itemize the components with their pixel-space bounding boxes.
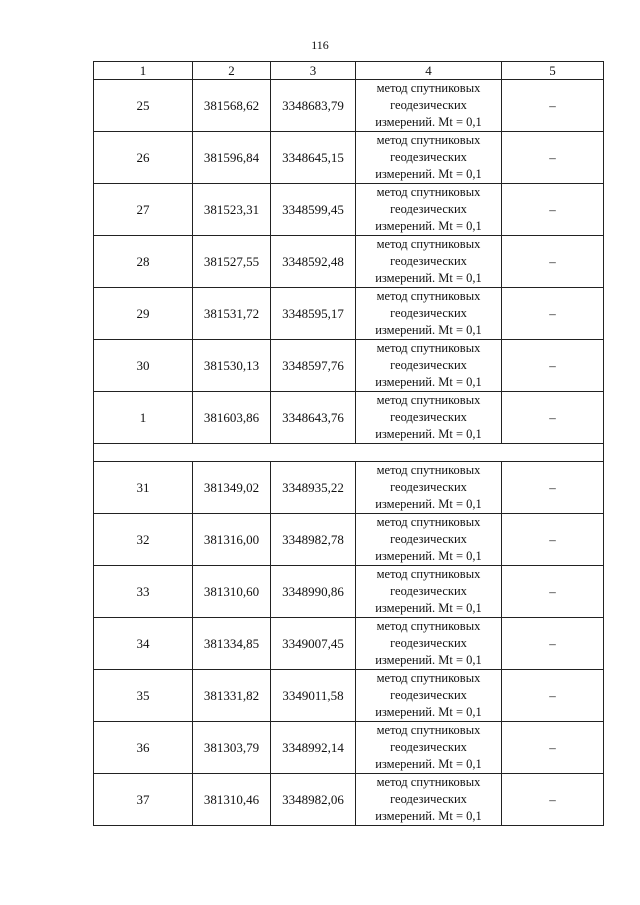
method-text-line: геодезических: [390, 532, 467, 546]
method-cell: [356, 774, 502, 826]
point-number-cell: 29: [94, 288, 193, 340]
method-text-line: геодезических: [390, 358, 467, 372]
note-cell: –: [502, 132, 604, 184]
x-coordinate-cell: 381331,82: [193, 670, 271, 722]
method-cell: [356, 340, 502, 392]
method-cell: [356, 670, 502, 722]
table-row: [94, 514, 604, 566]
method-cell: [356, 132, 502, 184]
method-cell: [356, 392, 502, 444]
y-coordinate-cell: 3348990,86: [271, 566, 356, 618]
method-text-line: метод спутниковых: [376, 567, 481, 581]
x-coordinate-cell: 381349,02: [193, 462, 271, 514]
y-coordinate-cell: 3348599,45: [271, 184, 356, 236]
table-row: [94, 618, 604, 670]
y-coordinate-cell: 3348592,48: [271, 236, 356, 288]
method-text-line: геодезических: [390, 792, 467, 806]
method-text-line: измерений. Mt = 0,1: [375, 549, 482, 563]
method-text-line: метод спутниковых: [376, 133, 481, 147]
column-header: 3: [271, 62, 356, 80]
point-number-cell: 27: [94, 184, 193, 236]
table-row: [94, 670, 604, 722]
method-text-line: измерений. Mt = 0,1: [375, 497, 482, 511]
point-number-cell: 32: [94, 514, 193, 566]
y-coordinate-cell: 3349007,45: [271, 618, 356, 670]
point-number-cell: 25: [94, 80, 193, 132]
y-coordinate-cell: 3348935,22: [271, 462, 356, 514]
note-cell: –: [502, 236, 604, 288]
point-number-cell: 33: [94, 566, 193, 618]
table-row: [94, 132, 604, 184]
method-text-line: метод спутниковых: [376, 237, 481, 251]
method-text-line: измерений. Mt = 0,1: [375, 705, 482, 719]
note-cell: –: [502, 184, 604, 236]
x-coordinate-cell: 381303,79: [193, 722, 271, 774]
note-cell: –: [502, 618, 604, 670]
method-cell: [356, 618, 502, 670]
x-coordinate-cell: 381310,60: [193, 566, 271, 618]
method-text-line: измерений. Mt = 0,1: [375, 323, 482, 337]
x-coordinate-cell: 381596,84: [193, 132, 271, 184]
x-coordinate-cell: 381523,31: [193, 184, 271, 236]
x-coordinate-cell: 381310,46: [193, 774, 271, 826]
method-text-line: измерений. Mt = 0,1: [375, 375, 482, 389]
y-coordinate-cell: 3348643,76: [271, 392, 356, 444]
method-text-line: измерений. Mt = 0,1: [375, 809, 482, 823]
note-cell: –: [502, 80, 604, 132]
method-text-line: геодезических: [390, 584, 467, 598]
note-cell: –: [502, 288, 604, 340]
method-cell: [356, 462, 502, 514]
y-coordinate-cell: 3348982,78: [271, 514, 356, 566]
x-coordinate-cell: 381334,85: [193, 618, 271, 670]
point-number-cell: 28: [94, 236, 193, 288]
table-body: [94, 62, 604, 826]
column-header: 1: [94, 62, 193, 80]
method-text-line: геодезических: [390, 98, 467, 112]
point-number-cell: 34: [94, 618, 193, 670]
table-row: [94, 566, 604, 618]
method-cell: [356, 288, 502, 340]
table-row: [94, 462, 604, 514]
group-separator-row: [94, 444, 604, 462]
y-coordinate-cell: 3348597,76: [271, 340, 356, 392]
group-separator-cell: [94, 444, 604, 462]
method-text-line: измерений. Mt = 0,1: [375, 757, 482, 771]
method-text-line: геодезических: [390, 740, 467, 754]
method-text-line: метод спутниковых: [376, 515, 481, 529]
method-text-line: геодезических: [390, 150, 467, 164]
method-text-line: измерений. Mt = 0,1: [375, 427, 482, 441]
x-coordinate-cell: 381316,00: [193, 514, 271, 566]
method-text-line: геодезических: [390, 202, 467, 216]
page-number: 116: [311, 38, 329, 52]
method-cell: [356, 566, 502, 618]
note-cell: –: [502, 514, 604, 566]
method-text-line: геодезических: [390, 254, 467, 268]
method-text-line: измерений. Mt = 0,1: [375, 653, 482, 667]
column-header: 4: [356, 62, 502, 80]
note-cell: –: [502, 774, 604, 826]
note-cell: –: [502, 340, 604, 392]
method-text-line: метод спутниковых: [376, 81, 481, 95]
method-text-line: геодезических: [390, 688, 467, 702]
coordinates-table: [93, 61, 604, 826]
y-coordinate-cell: 3348645,15: [271, 132, 356, 184]
header-row: [94, 62, 604, 80]
note-cell: –: [502, 670, 604, 722]
method-text-line: измерений. Mt = 0,1: [375, 115, 482, 129]
table-row: [94, 288, 604, 340]
y-coordinate-cell: 3348683,79: [271, 80, 356, 132]
y-coordinate-cell: 3349011,58: [271, 670, 356, 722]
method-text-line: метод спутниковых: [376, 393, 481, 407]
method-text-line: метод спутниковых: [376, 463, 481, 477]
table-row: [94, 184, 604, 236]
method-text-line: геодезических: [390, 306, 467, 320]
note-cell: –: [502, 722, 604, 774]
x-coordinate-cell: 381603,86: [193, 392, 271, 444]
method-text-line: измерений. Mt = 0,1: [375, 601, 482, 615]
point-number-cell: 31: [94, 462, 193, 514]
point-number-cell: 30: [94, 340, 193, 392]
method-text-line: метод спутниковых: [376, 619, 481, 633]
table-row: [94, 774, 604, 826]
y-coordinate-cell: 3348595,17: [271, 288, 356, 340]
method-text-line: метод спутниковых: [376, 341, 481, 355]
method-text-line: метод спутниковых: [376, 671, 481, 685]
x-coordinate-cell: 381530,13: [193, 340, 271, 392]
method-cell: [356, 722, 502, 774]
method-text-line: геодезических: [390, 480, 467, 494]
method-text-line: измерений. Mt = 0,1: [375, 167, 482, 181]
method-cell: [356, 184, 502, 236]
point-number-cell: 35: [94, 670, 193, 722]
y-coordinate-cell: 3348992,14: [271, 722, 356, 774]
table-row: [94, 340, 604, 392]
table-row: [94, 722, 604, 774]
method-cell: [356, 514, 502, 566]
note-cell: –: [502, 566, 604, 618]
column-header: 5: [502, 62, 604, 80]
table-row: [94, 236, 604, 288]
method-text-line: измерений. Mt = 0,1: [375, 219, 482, 233]
method-text-line: измерений. Mt = 0,1: [375, 271, 482, 285]
method-text-line: геодезических: [390, 410, 467, 424]
note-cell: –: [502, 392, 604, 444]
method-text-line: метод спутниковых: [376, 185, 481, 199]
point-number-cell: 26: [94, 132, 193, 184]
method-cell: [356, 236, 502, 288]
method-cell: [356, 80, 502, 132]
x-coordinate-cell: 381531,72: [193, 288, 271, 340]
table-row: [94, 80, 604, 132]
x-coordinate-cell: 381527,55: [193, 236, 271, 288]
point-number-cell: 37: [94, 774, 193, 826]
column-header: 2: [193, 62, 271, 80]
table-row: [94, 392, 604, 444]
y-coordinate-cell: 3348982,06: [271, 774, 356, 826]
point-number-cell: 1: [94, 392, 193, 444]
x-coordinate-cell: 381568,62: [193, 80, 271, 132]
method-text-line: геодезических: [390, 636, 467, 650]
method-text-line: метод спутниковых: [376, 289, 481, 303]
method-text-line: метод спутниковых: [376, 775, 481, 789]
point-number-cell: 36: [94, 722, 193, 774]
method-text-line: метод спутниковых: [376, 723, 481, 737]
note-cell: –: [502, 462, 604, 514]
